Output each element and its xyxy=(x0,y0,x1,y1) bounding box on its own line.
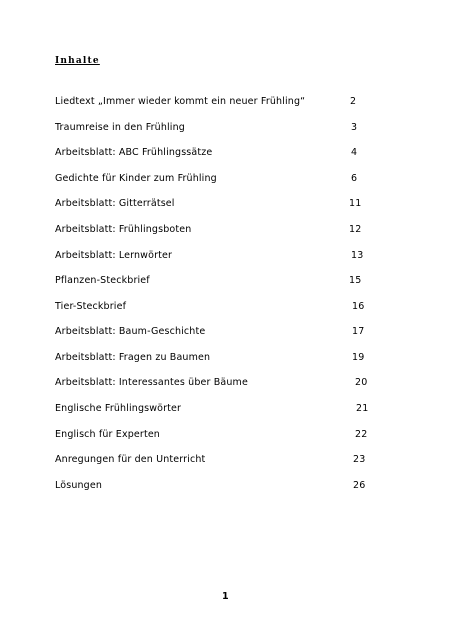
toc-entry-title: Traumreise in den Frühling xyxy=(55,122,185,133)
toc-entry-title: Arbeitsblatt: ABC Frühlingssätze xyxy=(55,147,213,158)
toc-entry-page: 15 xyxy=(349,275,362,286)
toc-entry xyxy=(0,95,453,109)
toc-entry-title: Arbeitsblatt: Baum-Geschichte xyxy=(55,326,206,337)
toc-entry-title: Arbeitsblatt: Lernwörter xyxy=(55,250,173,261)
toc-entry-page: 19 xyxy=(352,352,365,363)
toc-entry-page: 2 xyxy=(350,96,357,107)
toc-entry-page: 21 xyxy=(356,403,369,414)
toc-entry-page: 3 xyxy=(351,122,358,133)
toc-entry xyxy=(0,197,453,211)
toc-entry xyxy=(0,351,453,365)
toc-entry xyxy=(0,223,453,237)
toc-entry-page: 17 xyxy=(352,326,365,337)
page-number: 1 xyxy=(222,591,229,602)
toc-entry-page: 6 xyxy=(351,173,358,184)
toc-entry-page: 16 xyxy=(352,301,365,312)
toc-entry-page: 11 xyxy=(349,198,362,209)
toc-entry xyxy=(0,121,453,135)
toc-heading: Inhalte xyxy=(55,56,100,66)
toc-entry-page: 4 xyxy=(351,147,358,158)
toc-entry xyxy=(0,376,453,390)
toc-entry xyxy=(0,479,453,493)
toc-entry-title: Arbeitsblatt: Interessantes über Bäume xyxy=(55,377,248,388)
toc-entry-title: Tier-Steckbrief xyxy=(55,301,127,312)
toc-entry xyxy=(0,325,453,339)
toc-entry-title: Liedtext „Immer wieder kommt ein neuer Frühling“ xyxy=(55,96,306,107)
toc-entry xyxy=(0,249,453,263)
toc-entry-title: Arbeitsblatt: Frühlingsboten xyxy=(55,224,192,235)
toc-entry-title: Arbeitsblatt: Fragen zu Baumen xyxy=(55,352,211,363)
toc-entry xyxy=(0,402,453,416)
toc-entry xyxy=(0,300,453,314)
toc-entry-page: 22 xyxy=(355,429,368,440)
toc-entry-page: 20 xyxy=(355,377,368,388)
toc-entry xyxy=(0,172,453,186)
toc-entry-page: 23 xyxy=(353,454,366,465)
toc-entry-page: 13 xyxy=(351,250,364,261)
toc-entry xyxy=(0,453,453,467)
toc-entry-title: Arbeitsblatt: Gitterrätsel xyxy=(55,198,175,209)
toc-entry-title: Lösungen xyxy=(55,480,103,491)
toc-entry-title: Anregungen für den Unterricht xyxy=(55,454,206,465)
toc-entry xyxy=(0,274,453,288)
toc-entry xyxy=(0,428,453,442)
toc-entry xyxy=(0,146,453,160)
toc-entry-page: 12 xyxy=(349,224,362,235)
toc-entry-title: Englisch für Experten xyxy=(55,429,160,440)
toc-entry-title: Pflanzen-Steckbrief xyxy=(55,275,150,286)
toc-entry-page: 26 xyxy=(353,480,366,491)
toc-entry-title: Englische Frühlingswörter xyxy=(55,403,182,414)
toc-entry-title: Gedichte für Kinder zum Frühling xyxy=(55,173,217,184)
